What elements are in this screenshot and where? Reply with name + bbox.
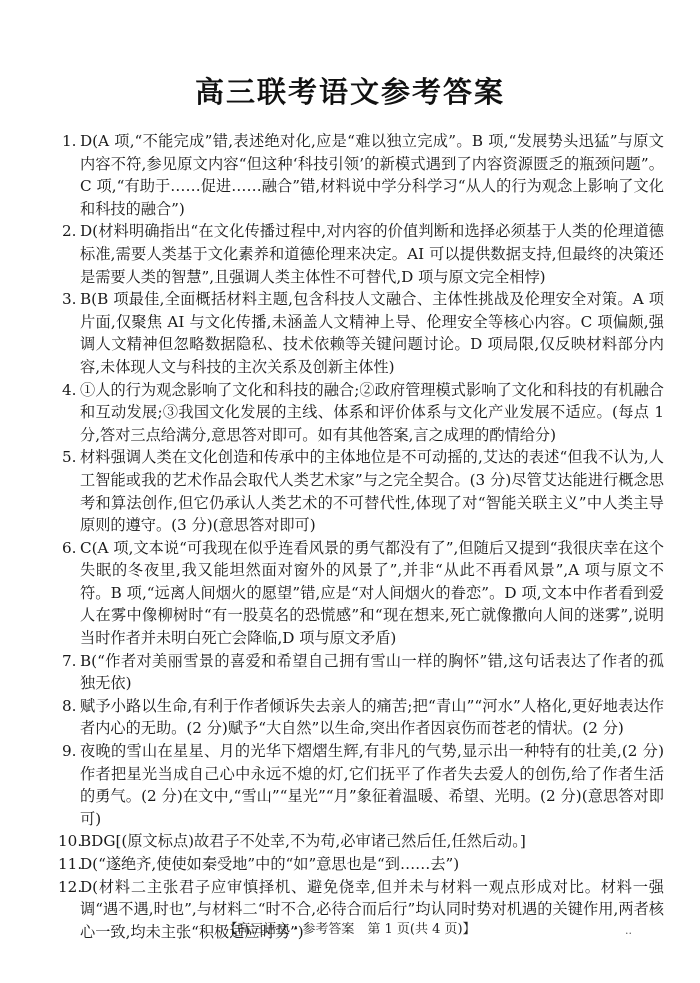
answer-number: 11. [58,855,83,873]
answer-item [62,650,664,695]
answer-text: 夜晚的雪山在星星、月的光华下熠熠生辉,有非凡的气势,显示出一种特有的壮美,(2 分)作者把星光当成自己心中永远不熄的灯,它们抚平了作者失去爱人的创伤,给了作者生活的勇气。(2 分)在文中,“雪山”“星光”“月”象征着温暖、希望、光明。(2 分)(意思答对即可) [80,742,664,828]
answer-number: 7. [62,651,77,670]
answer-number: 4. [62,380,77,399]
answer-list [58,130,664,943]
answer-item [62,740,664,830]
answer-item [58,830,664,853]
answer-item [62,446,664,536]
answer-item [62,220,664,288]
answer-text: D(A 项,“不能完成”错,表述绝对化,应是“难以独立完成”。B 项,“发展势头迅猛”与原文内容不符,参见原文内容“但这种‘科技引领’的新模式遇到了内容资源匮乏的瓶颈问题”。C 项,“有助于……促进……融合”错,材料说中学分科学习“从人的行为观念上影响了文化和科技的融合”) [80,132,664,218]
answer-text: B(“作者对美丽雪景的喜爱和希望自己拥有雪山一样的胸怀”错,这句话表达了作者的孤独无依) [80,651,664,693]
answer-text: 赋予小路以生命,有利于作者倾诉失去亲人的痛苦;把“青山”“河水”人格化,更好地表达作者内心的无助。(2 分)赋予“大自然”以生命,突出作者因哀伤而苍老的情状。(2 分) [80,696,664,738]
answer-text: B(B 项最佳,全面概括材料主题,包含科技人文融合、主体性挑战及伦理安全对策。A 项片面,仅聚焦 AI 与文化传播,未涵盖人文精神上导、伦理安全等核心内容。C 项偏颇,强调人文精神但忽略数据隐私、技术依赖等关键问题讨论。D 项局限,仅反映材料部分内容,未体现人文与科技的主次关系及创新主体性) [80,290,664,376]
answer-text: C(A 项,文本说“可我现在似乎连看风景的勇气都没有了”,但随后又提到“我很庆幸在这个失眠的冬夜里,我又能坦然面对窗外的风景了”,并非“从此不再看风景”,A 项与原文不符。B 项,“远离人间烟火的愿望”错,应是“对人间烟火的眷恋”。D 项,文本中作者看到爱人在雾中像柳树时“有一股莫名的恐慌感”和“现在想来,死亡就像撒向人间的迷雾”,说明当时作者并未明白死亡会降临,D 项与原文矛盾) [80,538,664,648]
answer-text: BDG[(原文标点)故君子不处幸,不为苟,必审诸己然后任,任然后动。] [80,832,526,851]
answer-number: 9. [62,742,77,761]
answer-item [62,130,664,220]
answer-text: 材料强调人类在文化创造和传承中的主体地位是不可动摇的,艾达的表述“但我不认为,人工智能或我的艺术作品会取代人类艺术家”与之完全契合。(3 分)尽管艾达能进行概念思考和算法创作,但它仍承认人类艺术的不可替代性,体现了对“智能关联主义”中人类主导原则的遵守。(3 分)(意思答对即可) [80,448,664,535]
answer-number: 6. [62,538,77,557]
answer-text: D(材料明确指出“在文化传播过程中,对内容的价值判断和选择必须基于人类的伦理道德标准,需要人类基于文化素养和道德伦理来决定。AI 可以提供数据支持,但最终的决策还是需要人类的智慧”,且强调人类主体性不可替代,D 项与原文完全相悖) [80,222,664,286]
answer-number: 3. [62,290,77,309]
answer-number: 2. [62,222,77,241]
answer-item [62,379,664,447]
answer-text: D(“遂绝齐,使使如秦受地”中的“如”意思也是“到……去”) [80,855,460,873]
answer-item [62,537,664,650]
answer-item [62,695,664,740]
answer-number: 5. [62,448,77,467]
answer-text: ①人的行为观念影响了文化和科技的融合;②政府管理模式影响了文化和科技的有机融合和互动发展;③我国文化发展的主线、体系和评价体系与文化产业发展不适应。(每点 1 分,答对三点给满分,意思答对即可。如有其他答案,言之成理的酌情给分) [80,380,664,444]
answer-number: 1. [62,132,77,150]
page-title: 高三联考语文参考答案 [194,75,505,109]
page-footer: 【高三语文・参考答案 第 1 页(共 4 页)】 [224,922,476,937]
answer-number: 10. [58,832,83,851]
answer-text: D(材料二主张君子应审慎择机、避免侥幸,但并未与材料一观点形成对比。材料一强调“遇不遇,时也”,与材料二“时不合,必待合而后行”均认同时势对机遇的关键作用,两者核心一致,均未主张“积极适应时势”) [80,877,664,941]
answer-number: 8. [62,696,77,715]
answer-item [62,288,664,378]
answer-item [58,853,664,876]
answer-number: 12. [58,877,83,896]
corner-mark: .. [625,924,632,937]
